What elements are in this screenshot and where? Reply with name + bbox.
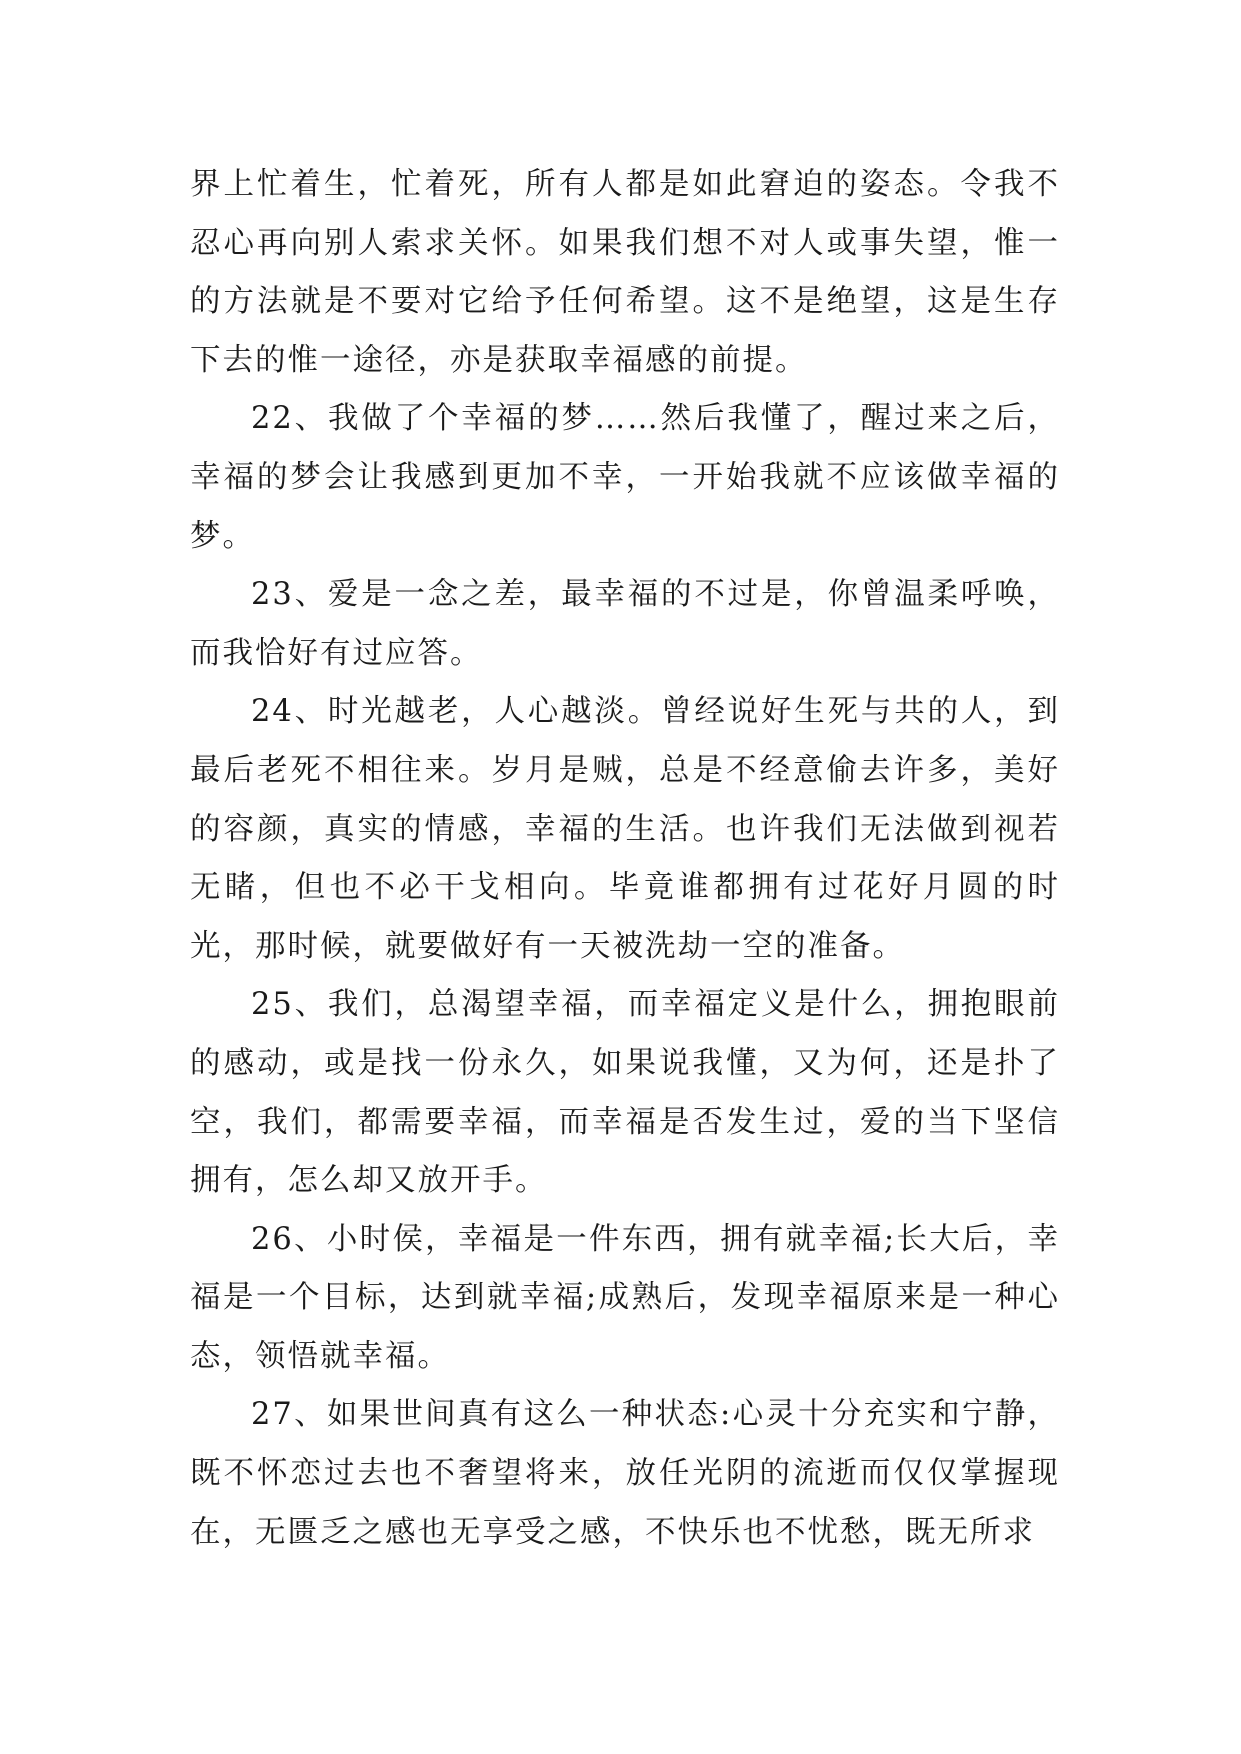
paragraph-continued: 界上忙着生，忙着死，所有人都是如此窘迫的姿态。令我不忍心再向别人索求关怀。如果我们想不对人或事失望，惟一的方法就是不要对它给予任何希望。这不是绝望，这是生存下去的惟一途径，亦是获取幸福感的前提。 — [190, 167, 1060, 378]
document-body — [190, 156, 1060, 1562]
paragraph-25: 25、我们，总渴望幸福，而幸福定义是什么，拥抱眼前的感动，或是找一份永久，如果说我懂，又为何，还是扑了空，我们，都需要幸福，而幸福是否发生过，爱的当下坚信拥有，怎么却又放开手。 — [190, 987, 1060, 1199]
paragraph-23: 23、爱是一念之差，最幸福的不过是，你曾温柔呼唤，而我恰好有过应答。 — [190, 577, 1060, 671]
paragraph-27: 27、如果世间真有这么一种状态:心灵十分充实和宁静，既不怀恋过去也不奢望将来，放任光阴的流逝而仅仅掌握现在，无匮乏之感也无享受之感，不快乐也不忧愁，既无所求 — [190, 1397, 1060, 1550]
paragraph-24: 24、时光越老，人心越淡。曾经说好生死与共的人，到最后老死不相往来。岁月是贼，总是不经意偷去许多，美好的容颜，真实的情感，幸福的生活。也许我们无法做到视若无睹，但也不必干戈相向。毕竟谁都拥有过花好月圆的时光，那时候，就要做好有一天被洗劫一空的准备。 — [190, 694, 1060, 964]
paragraph-26: 26、小时侯，幸福是一件东西，拥有就幸福;长大后，幸福是一个目标，达到就幸福;成熟后，发现幸福原来是一种心态，领悟就幸福。 — [190, 1221, 1060, 1374]
paragraph-22: 22、我做了个幸福的梦……然后我懂了，醒过来之后，幸福的梦会让我感到更加不幸，一开始我就不应该做幸福的梦。 — [190, 401, 1060, 554]
